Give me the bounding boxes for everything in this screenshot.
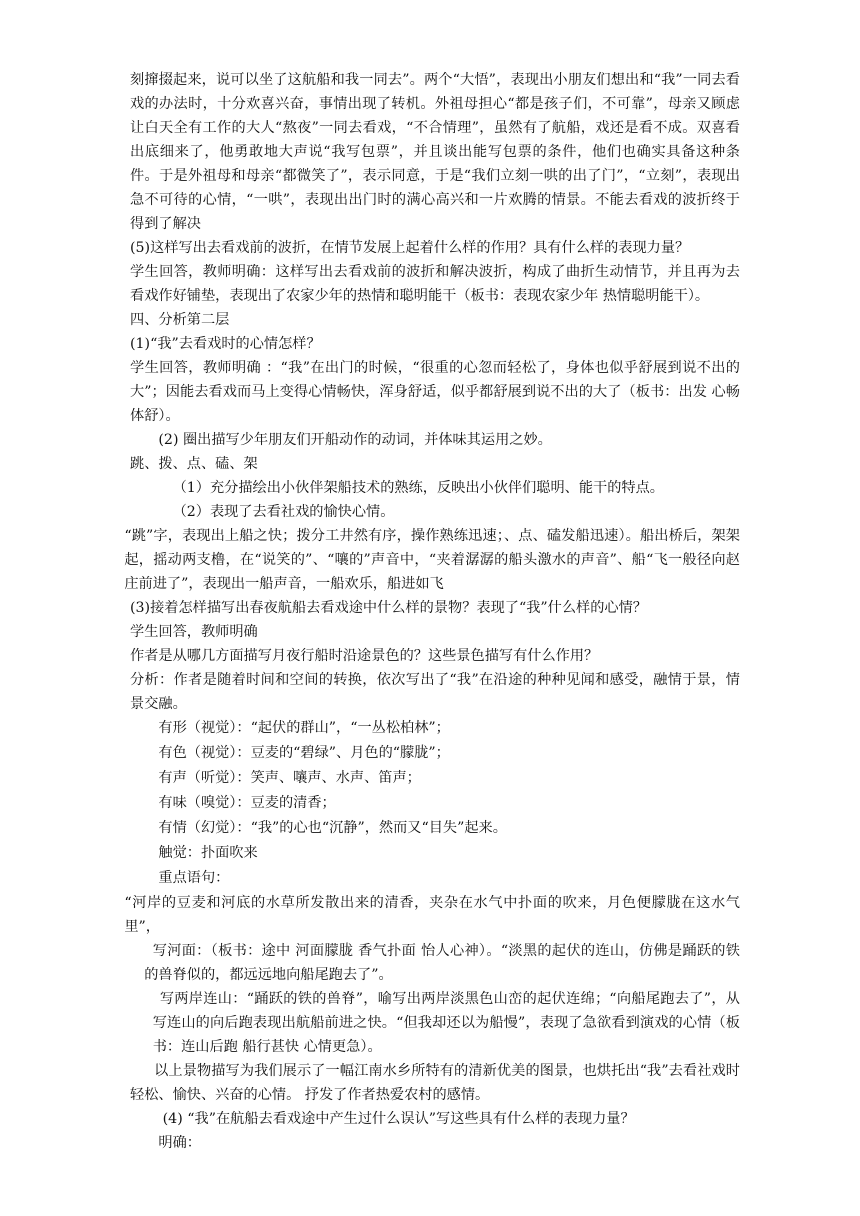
list-item: （1）充分描绘出小伙伴架船技术的熟练，反映出小伙伴们聪明、能干的特点。 [172,480,664,496]
document-body [124,68,740,1155]
paragraph: 以上景物描写为我们展示了一幅江南水乡所特有的清新优美的图景，也烘托出“我”去看社戏时轻松、愉快、兴奋的心情。 抒发了作者热爱农村的感情。 [130,1063,740,1103]
verb-list: 跳、拨、点、磕、架 [130,456,258,472]
list-item: （2）表现了去看社戏的愉快心情。 [172,504,395,520]
list-item: 触觉：扑面吹来 [158,845,258,861]
paragraph: 写河面：（板书：途中 河面朦胧 香气扑面 怡人心神）。“淡黑的起伏的连山，仿佛是踊跃的铁的兽脊似的，都远远地向船尾跑去了”。 [144,943,740,983]
subheading: 重点语句： [158,870,230,886]
answer-label: 明确： [158,1135,201,1151]
paragraph: 学生回答，教师明确 [130,624,258,640]
paragraph: 分析：作者是随着时间和空间的转换，依次写出了“我”在沿途的种种见闻和感受，融情于景，情景交融。 [130,672,740,712]
paragraph: 学生回答，教师明确 ：“我”在出门的时候，“很重的心忽而轻松了，身体也似乎舒展到说不出的大”；因能去看戏而马上变得心情畅快，浑身舒适，似乎都舒展到说不出的大了（板书：出发 心畅体舒）。 [130,360,740,424]
list-item: 有色（视觉）：豆麦的“碧绿”、月色的“朦胧”； [158,745,450,761]
list-item: 有声（听觉）：笑声、嚷声、水声、笛声； [158,770,421,786]
question-4: (4) “我”在航船去看戏途中产生过什么误认”写这些具有什么样的表现力量？ [162,1111,635,1127]
quote: “河岸的豆麦和河底的水草所发散出来的清香，夹杂在水气中扑面的吹来，月色便朦胧在这水气里”， [124,895,740,935]
paragraph: 刻撺掇起来，说可以坐了这航船和我一同去”。两个“大悟”，表现出小朋友们想出和“我”一同去看戏的办法时，十分欢喜兴奋，事情出现了转机。外祖母担心“都是孩子们，不可靠”，母亲又顾虑让白天全有工作的大人“熬夜”一同去看戏，“不合情理”，虽然有了航船，戏还是看不成。双喜看出底细来了，他勇敢地大声说“我写包票”，并且谈出能写包票的条件，他们也确实具备这种条件。于是外祖母和母亲“都微笑了”，表示同意，于是“我们立刻一哄的出了门”，“立刻”，表现出急不可待的心情，“一哄”，表现出出门时的满心高兴和一片欢腾的情景。不能去看戏的波折终于得到了解决 [130,72,740,232]
paragraph: “跳”字，表现出上船之快；拨分工井然有序，操作熟练迅速；、点、磕发船迅速）。船出桥后，架架起，摇动两支橹，在“说笑的”、“嚷的”声音中，“夹着潺潺的船头激水的声音”、船“飞一般径向赵庄前进了”，表现出一船声音，一船欢乐，船进如飞 [124,528,740,592]
question-1: (1)“我”去看戏时的心情怎样？ [130,336,321,352]
list-item: 有形（视觉）：“起伏的群山”，“一丛松柏林”； [158,720,450,736]
question-3: (3)接着怎样描写出春夜航船去看戏途中什么样的景物？表现了“我”什么样的心情？ [130,600,647,616]
question-2: (2) 圈出描写少年朋友们开船动作的动词，并体味其运用之妙。 [158,432,552,448]
section-heading: 四、分析第二层 [130,312,230,328]
list-item: 有味（嗅觉）：豆麦的清香； [158,795,336,811]
paragraph: 学生回答，教师明确：这样写出去看戏前的波折和解决波折，构成了曲折生动情节，并且再为去看戏作好铺垫，表现出了农家少年的热情和聪明能干（板书：表现农家少年 热情聪明能干）。 [130,264,740,304]
paragraph: 写两岸连山：“踊跃的铁的兽脊”，喻写出两岸淡黑色山峦的起伏连绵；“向船尾跑去了”，从写连山的向后跑表现出航船前进之快。“但我却还以为船慢”，表现了急欲看到演戏的心情（板书：连山后跑 船行甚快 心情更急）。 [152,991,740,1055]
question-5: (5)这样写出去看戏前的波折，在情节发展上起着什么样的作用？具有什么样的表现力量？ [130,240,690,256]
paragraph: 作者是从哪几方面描写月夜行船时沿途景色的？这些景色描写有什么作用？ [130,648,599,664]
list-item: 有情（幻觉）：“我”的心也“沉静”，然而又“目失”起来。 [158,820,507,836]
